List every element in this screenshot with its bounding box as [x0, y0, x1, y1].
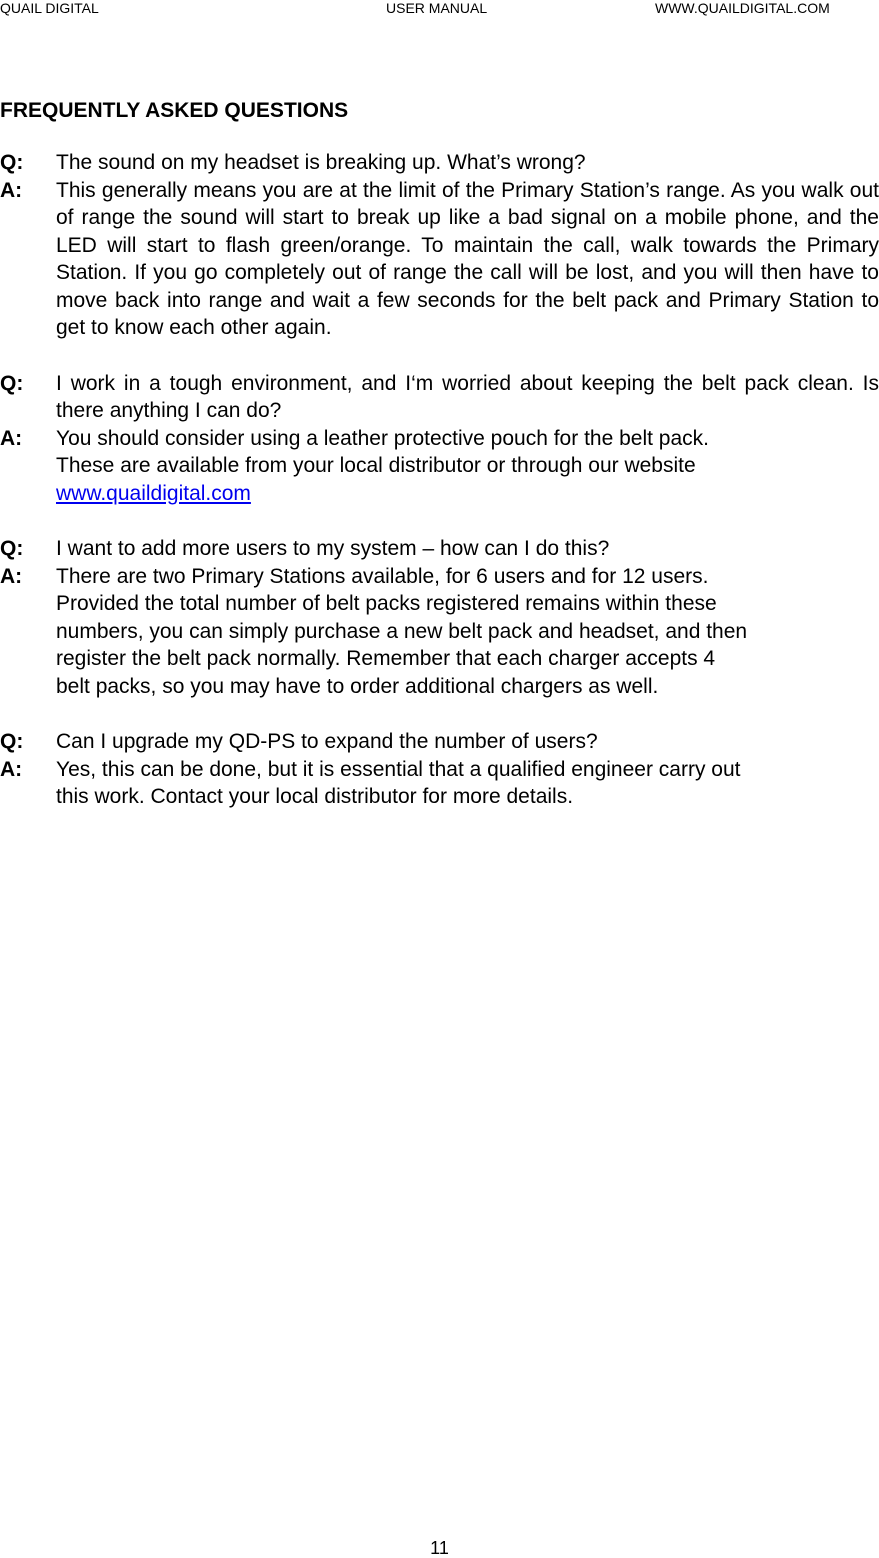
faq-item: [0, 370, 879, 508]
header-website: WWW.QUAILDIGITAL.COM: [655, 0, 830, 16]
answer-label: A:: [0, 564, 23, 588]
answer-line: Yes, this can be done, but it is essential that a qualified engineer carry out: [56, 757, 741, 781]
answer-line: There are two Primary Stations available, for 6 users and for 12 users.: [56, 564, 709, 588]
faq-item: [0, 728, 879, 811]
website-link[interactable]: www.quaildigital.com: [56, 481, 251, 505]
question-row: [0, 728, 879, 756]
page-header: [0, 0, 879, 20]
page-number: 11: [430, 1538, 449, 1558]
question-row: [0, 535, 879, 563]
answer-row: [0, 425, 879, 508]
answer-text: [56, 563, 879, 701]
question-label: Q:: [0, 151, 24, 174]
answer-text: [56, 756, 879, 811]
faq-section: [0, 97, 879, 811]
question-row: [0, 370, 879, 425]
answer-line: numbers, you can simply purchase a new belt pack and headset, and then: [56, 619, 748, 643]
question-text: I want to add more users to my system – how can I do this?: [56, 537, 610, 560]
question-text: Can I upgrade my QD-PS to expand the number of users?: [56, 730, 598, 753]
answer-line: register the belt pack normally. Remember that each charger accepts 4: [56, 647, 716, 670]
header-company: QUAIL DIGITAL: [0, 0, 99, 16]
answer-line: this work. Contact your local distributor for more details.: [56, 785, 574, 808]
answer-line: Provided the total number of belt packs registered remains within these: [56, 592, 717, 615]
faq-item: [0, 535, 879, 700]
answer-label: A:: [0, 426, 23, 450]
answer-label: A:: [0, 757, 23, 781]
answer-line: You should consider using a leather protective pouch for the belt pack.: [56, 426, 709, 450]
answer-row: [0, 756, 879, 811]
question-text: I work in a tough environment, and I‘m worried about keeping the belt pack clean. Is there anything I can do?: [56, 371, 879, 422]
answer-row: [0, 177, 879, 342]
question-label: Q:: [0, 371, 24, 395]
question-row: [0, 149, 879, 177]
answer-line: [56, 480, 879, 508]
answer-text: This generally means you are at the limit of the Primary Station’s range. As you walk out of range the sound will start to break up like a bad signal on a mobile phone, and the LED will start to flash green/orange. To maintain the call, walk towards the Primary Station. If you go completely out of range the call will be lost, and you will then have to move back into range and wait a few seconds for the belt pack and Primary Station to get to know each other again.: [56, 178, 879, 339]
question-label: Q:: [0, 537, 24, 560]
answer-text: [56, 425, 879, 508]
answer-row: [0, 563, 879, 701]
question-text: The sound on my headset is breaking up. What’s wrong?: [56, 151, 586, 174]
question-label: Q:: [0, 730, 24, 753]
answer-line: These are available from your local distributor or through our website: [56, 454, 696, 477]
answer-label: A:: [0, 178, 23, 202]
header-manual-label: USER MANUAL: [386, 0, 488, 16]
page-title: FREQUENTLY ASKED QUESTIONS: [0, 99, 349, 122]
faq-item: [0, 149, 879, 342]
answer-line: belt packs, so you may have to order additional chargers as well.: [56, 674, 659, 698]
